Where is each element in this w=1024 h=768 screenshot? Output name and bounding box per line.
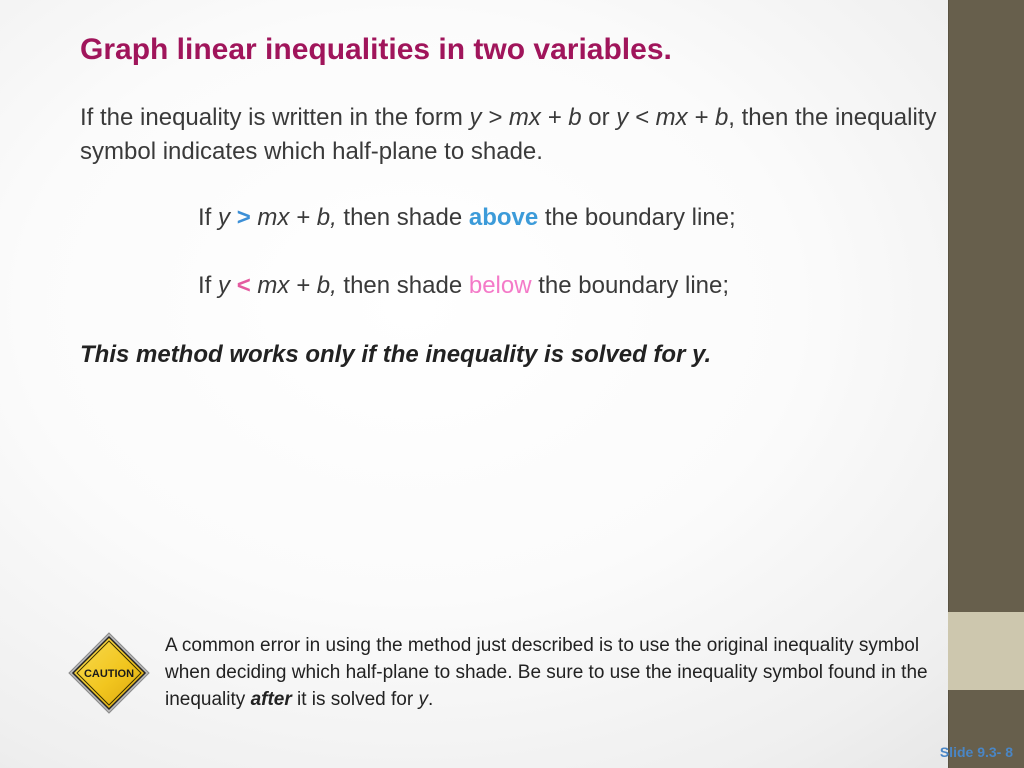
- caution-text-part2: it is solved for: [291, 689, 419, 710]
- caution-text-part1: A common error in using the method just described is to use the original inequality symbol when deciding which half-plane to shade. Be sure to use the inequality symbol found in the inequality: [165, 635, 928, 710]
- intro-text-part1: If the inequality is written in the form: [80, 104, 470, 131]
- intro-form-greater: y > mx + b: [469, 104, 582, 131]
- rule-above-suffix: the boundary line;: [538, 204, 736, 231]
- intro-paragraph: [80, 101, 940, 169]
- caution-sign-label: CAUTION: [83, 668, 135, 680]
- intro-text-or: or: [581, 104, 617, 131]
- rule-below-middle: then shade: [336, 272, 469, 299]
- caution-emphasis: after: [250, 689, 292, 710]
- rule-above-middle: then shade: [336, 204, 469, 231]
- rule-above-symbol: >: [236, 204, 251, 231]
- rule-below-y: y: [218, 272, 231, 299]
- caution-sign-icon: [67, 631, 151, 715]
- intro-form-less: y < mx + b: [616, 104, 729, 131]
- rule-shade-above: [198, 201, 736, 235]
- caution-variable: y: [418, 689, 428, 710]
- rule-above-expression: mx + b,: [250, 204, 337, 231]
- caution-text-part3: .: [427, 689, 434, 710]
- rule-below-expression: mx + b,: [250, 272, 337, 299]
- slide-title: Graph linear inequalities in two variables.: [80, 33, 672, 66]
- slide-number: Slide 9.3- 8: [939, 744, 1013, 760]
- caution-paragraph: [165, 632, 965, 713]
- intro-text-part2: , then the inequality symbol indicates which half-plane to shade.: [80, 104, 937, 165]
- rule-below-prefix: If: [198, 272, 219, 299]
- rule-below-symbol: <: [236, 272, 251, 299]
- rule-above-y: y: [218, 204, 231, 231]
- rule-shade-below: [198, 269, 729, 303]
- rule-below-suffix: the boundary line;: [531, 272, 730, 299]
- rule-below-keyword: below: [468, 272, 532, 299]
- method-note: This method works only if the inequality is solved for y.: [80, 341, 712, 368]
- rule-above-prefix: If: [198, 204, 219, 231]
- rule-above-keyword: above: [468, 204, 539, 231]
